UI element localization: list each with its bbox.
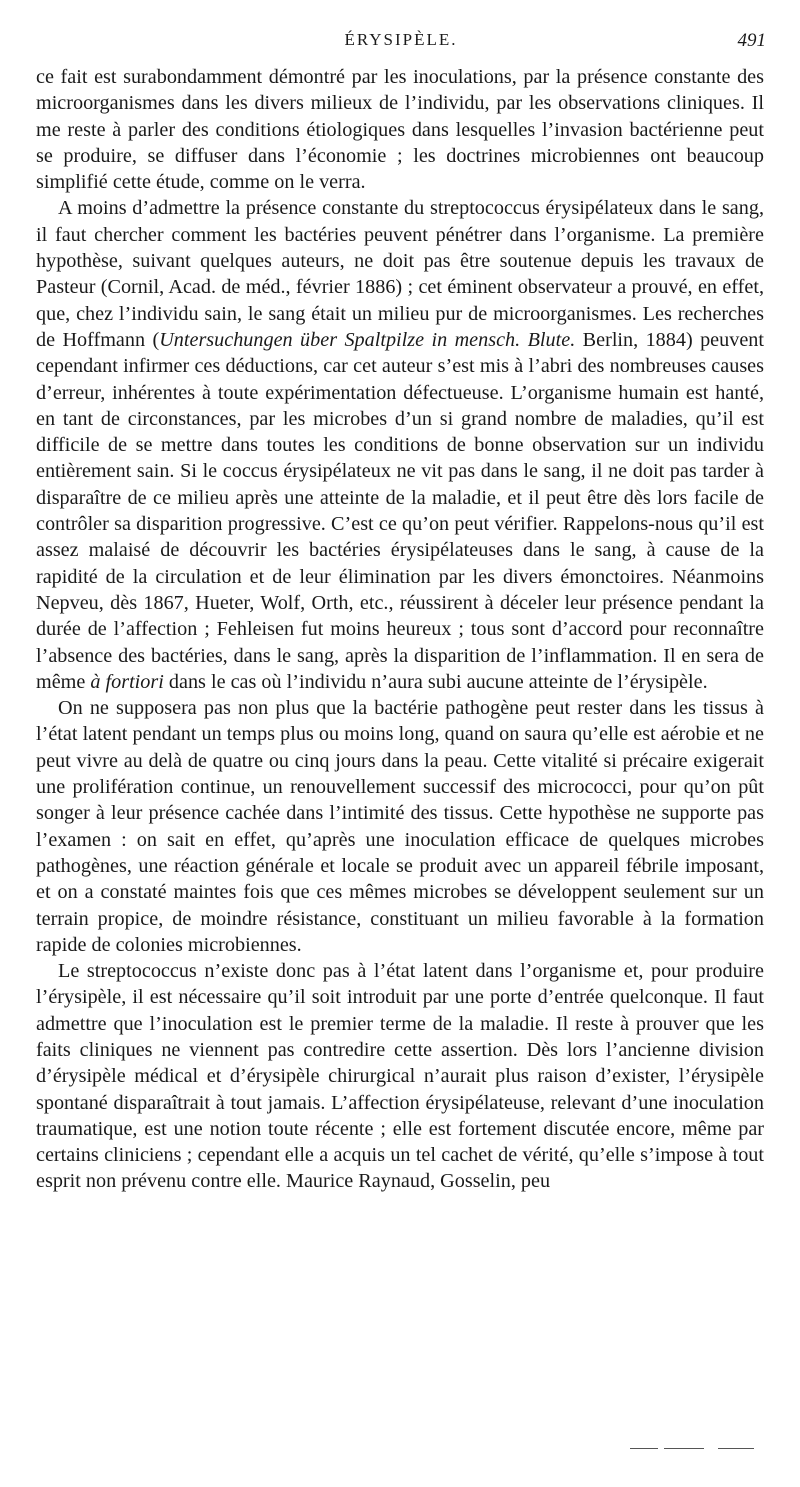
paragraph-text: Berlin, 1884) peuvent cependant infirmer ces déductions, car cet auteur s’est mis à l’abri des nombreuses causes d’erreur, inhérentes à toute expérimentation défectueuse. L’organisme humain est hanté, en tant de circonstances, par les microbes d’un si grand nombre de maladies, qu’il est difficile de se mettre dans toutes les conditions de bonne observation sur un individu entièrement sain. Si le coccus érysipélateux ne vit pas dans le sang, il ne doit pas tarder à disparaître de ce milieu après une atteinte de la maladie, et il peut être dès lors facile de contrôler sa disparition progressive. C’est ce qu’on peut vérifier. Rappelons-nous qu’il est assez malaisé de découvrir les bactéries érysipélateuses dans le sang, à cause de la rapidité de la circulation et de leur élimination par les divers émonctoires. Néanmoins Nepveu, dès 1867, Hueter, Wolf, Orth, etc., réussirent à déceler leur présence pendant la durée de l’affection ; Fehleisen fut moins heureux ; tous sont d’accord pour reconnaître l’absence des bactéries, dans le sang, après la disparition de l’inflammation. Il en sera de même (36, 328, 764, 693)
page-number: 491 (737, 30, 766, 51)
paragraph-text: Le streptococcus n’existe donc pas à l’état latent dans l’organisme et, pour produire l’érysipèle, il est nécessaire qu’il soit introduit par une porte d’entrée quelconque. Il faut admettre que l’inoculation est le premier terme de la maladie. Il reste à prouver que les faits cliniques ne viennent pas contredire cette assertion. Dès lors l’ancienne division d’érysipèle médical et d’érysipèle chirurgical n’aurait plus raison d’exister, l’érysipèle spontané disparaîtrait à tout jamais. L’affection érysipélateuse, relevant d’une inoculation traumatique, est une notion toute récente ; elle est fortement discutée encore, même par certains cliniciens ; cependant elle a acquis un tel cachet de vérité, qu’elle s’impose à tout esprit non prévenu contre elle. Maurice Raynaud, Gosselin, peu (36, 960, 764, 1193)
italic-text: à fortiori (90, 670, 164, 693)
footer-dash (664, 1448, 704, 1449)
italic-text: Untersuchungen über Spaltpilze in mensch. Blute. (159, 328, 576, 351)
footer-dash (718, 1448, 754, 1449)
footer-dash (630, 1448, 658, 1449)
paragraph (36, 64, 764, 195)
paragraph (36, 695, 764, 958)
paragraph (36, 195, 764, 695)
paragraph-text: On ne supposera pas non plus que la bactérie pathogène peut rester dans les tissus à l’état latent pendant un temps plus ou moins long, quand on saura qu’elle est aérobie et ne peut vivre au delà de quatre ou cinq jours dans la peau. Cette vitalité si précaire exigerait une prolifération continue, un renouvellement successif des micrococci, pour qu’on pût songer à leur présence cachée dans l’intimité des tissus. Cette hypothèse ne supporte pas l’examen : on sait en effet, qu’après une inoculation efficace de quelques microbes pathogènes, une réaction générale et locale se produit avec un appareil fébrile imposant, et on a constaté maintes fois que ces mêmes microbes se développent seulement sur un terrain propice, de moindre résistance, constituant un milieu favorable à la formation rapide de colonies microbiennes. (36, 697, 764, 956)
paragraph-text: ce fait est surabondamment démontré par les inoculations, par la présence constante des microorganismes dans les divers milieux de l’individu, par les observations cliniques. Il me reste à parler des conditions étiologiques dans lesquelles l’invasion bactérienne peut se produire, se diffuser dans l’économie ; les doctrines microbiennes ont beaucoup simplifié cette étude, comme on le verra. (36, 66, 764, 194)
paragraph (36, 958, 764, 1195)
paragraph-text: dans le cas où l’individu n’aura subi aucune atteinte de l’érysipèle. (163, 670, 708, 693)
running-title: ÉRYSIPÈLE. (344, 30, 458, 49)
running-head (36, 30, 766, 56)
paragraph-text: A moins d’admettre la présence constante du streptococcus érysipélateux dans le sang, il faut chercher comment les bactéries peuvent pénétrer dans l’organisme. La première hypothèse, suivant quelques auteurs, ne doit pas être soutenue depuis les travaux de Pasteur (Cornil, Acad. de méd., février 1886) ; cet éminent observateur a prouvé, en effet, que, chez l’individu sain, le sang était un milieu pur de microorganismes. Les recherches de Hoffmann ( (36, 197, 764, 351)
footer-marks (620, 1448, 760, 1452)
body-text (36, 64, 764, 1195)
